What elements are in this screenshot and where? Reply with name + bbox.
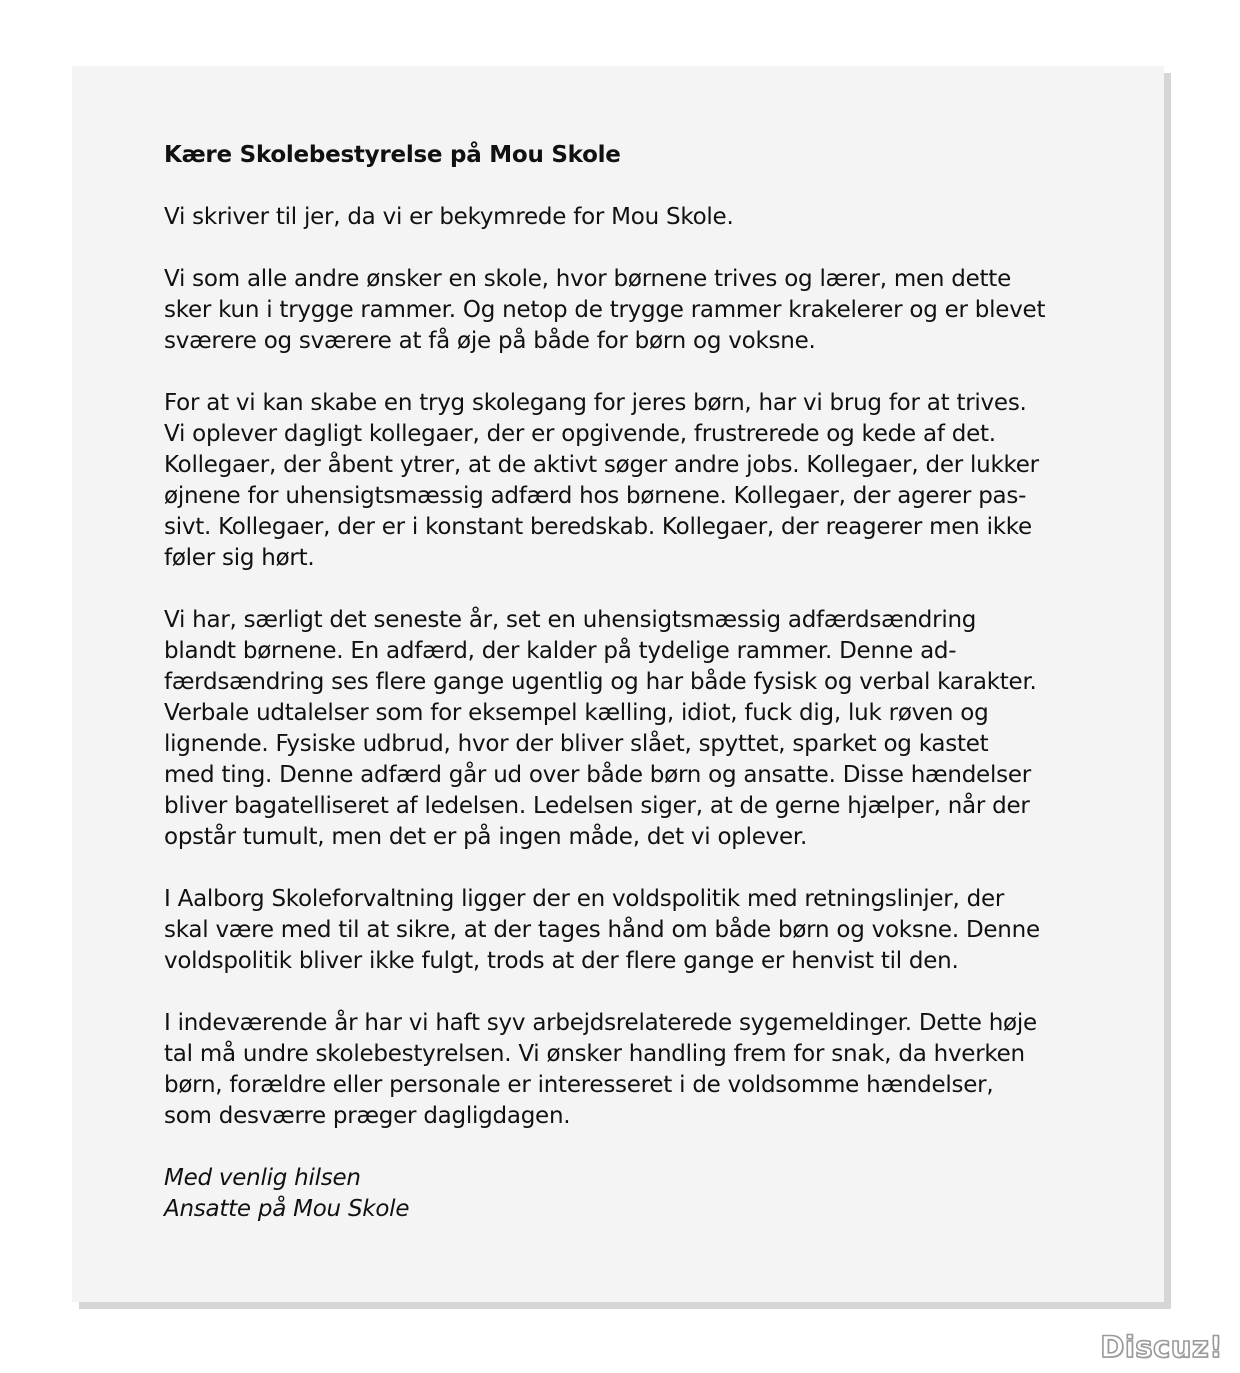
text-line: tal må undre skolebestyrelsen. Vi ønsker handling frem for snak, da hverken	[164, 1041, 1025, 1067]
text-line: øjnene for uhensigtsmæssig adfærd hos børnene. Kollegaer, der agerer pas-	[164, 483, 1027, 509]
text-line: Verbale udtalelser som for eksempel kælling, idiot, fuck dig, luk røven og	[164, 700, 989, 726]
text-line: bliver bagatelliseret af ledelsen. Ledelsen siger, at de gerne hjælper, når der	[164, 793, 1030, 819]
text-line: voldspolitik bliver ikke fulgt, trods at der flere gange er henvist til den.	[164, 948, 959, 974]
letter-card	[72, 66, 1164, 1302]
text-line: blandt børnene. En adfærd, der kalder på tydelige rammer. Denne ad-	[164, 638, 957, 664]
text-line: opstår tumult, men det er på ingen måde, det vi oplever.	[164, 824, 808, 850]
paragraph-violence-policy	[164, 884, 1104, 977]
paragraph-colleagues	[164, 388, 1104, 574]
text-line: sværere og sværere at få øje på både for børn og voksne.	[164, 328, 816, 354]
text-line: Vi har, særligt det seneste år, set en uhensigtsmæssig adfærdsændring	[164, 607, 977, 633]
text-line: I indeværende år har vi haft syv arbejdsrelaterede sygemeldinger. Dette høje	[164, 1010, 1037, 1036]
text-line: sker kun i trygge rammer. Og netop de trygge rammer krakelerer og er blevet	[164, 297, 1046, 323]
signoff-closing: Med venlig hilsen	[164, 1165, 361, 1191]
letter-signoff	[164, 1163, 1104, 1225]
paragraph-intro	[164, 202, 1104, 233]
text-line: Vi oplever dagligt kollegaer, der er opgivende, frustrerede og kede af det.	[164, 421, 996, 447]
text-line: Kollegaer, der åbent ytrer, at de aktivt søger andre jobs. Kollegaer, der lukker	[164, 452, 1039, 478]
text-line: skal være med til at sikre, at der tages hånd om både børn og voksne. Denne	[164, 917, 1040, 943]
text-line: færdsændring ses flere gange ugentlig og har både fysisk og verbal karakter.	[164, 669, 1037, 695]
text-line: børn, forældre eller personale er interesseret i de voldsomme hændelser,	[164, 1072, 994, 1098]
text-line: føler sig hørt.	[164, 545, 315, 571]
text-line: lignende. Fysiske udbrud, hvor der bliver slået, spyttet, sparket og kastet	[164, 731, 989, 757]
text-line: For at vi kan skabe en tryg skolegang for jeres børn, har vi brug for at trives.	[164, 390, 1027, 416]
signoff-sender: Ansatte på Mou Skole	[164, 1196, 410, 1222]
paragraph-safe-frames	[164, 264, 1104, 357]
text-line: som desværre præger dagligdagen.	[164, 1103, 571, 1129]
letter-body	[164, 140, 1104, 1225]
paragraph-behaviour	[164, 605, 1104, 853]
text-line: Vi skriver til jer, da vi er bekymrede for Mou Skole.	[164, 204, 734, 230]
text-line: I Aalborg Skoleforvaltning ligger der en voldspolitik med retningslinjer, der	[164, 886, 1005, 912]
text-line: sivt. Kollegaer, der er i konstant beredskab. Kollegaer, der reagerer men ikke	[164, 514, 1032, 540]
text-line: Vi som alle andre ønsker en skole, hvor børnene trives og lærer, men dette	[164, 266, 1011, 292]
text-line: med ting. Denne adfærd går ud over både børn og ansatte. Disse hændelser	[164, 762, 1031, 788]
letter-greeting: Kære Skolebestyrelse på Mou Skole	[164, 142, 621, 168]
watermark-logo: Discuz!	[1100, 1330, 1223, 1364]
paragraph-sick-leave	[164, 1008, 1104, 1132]
